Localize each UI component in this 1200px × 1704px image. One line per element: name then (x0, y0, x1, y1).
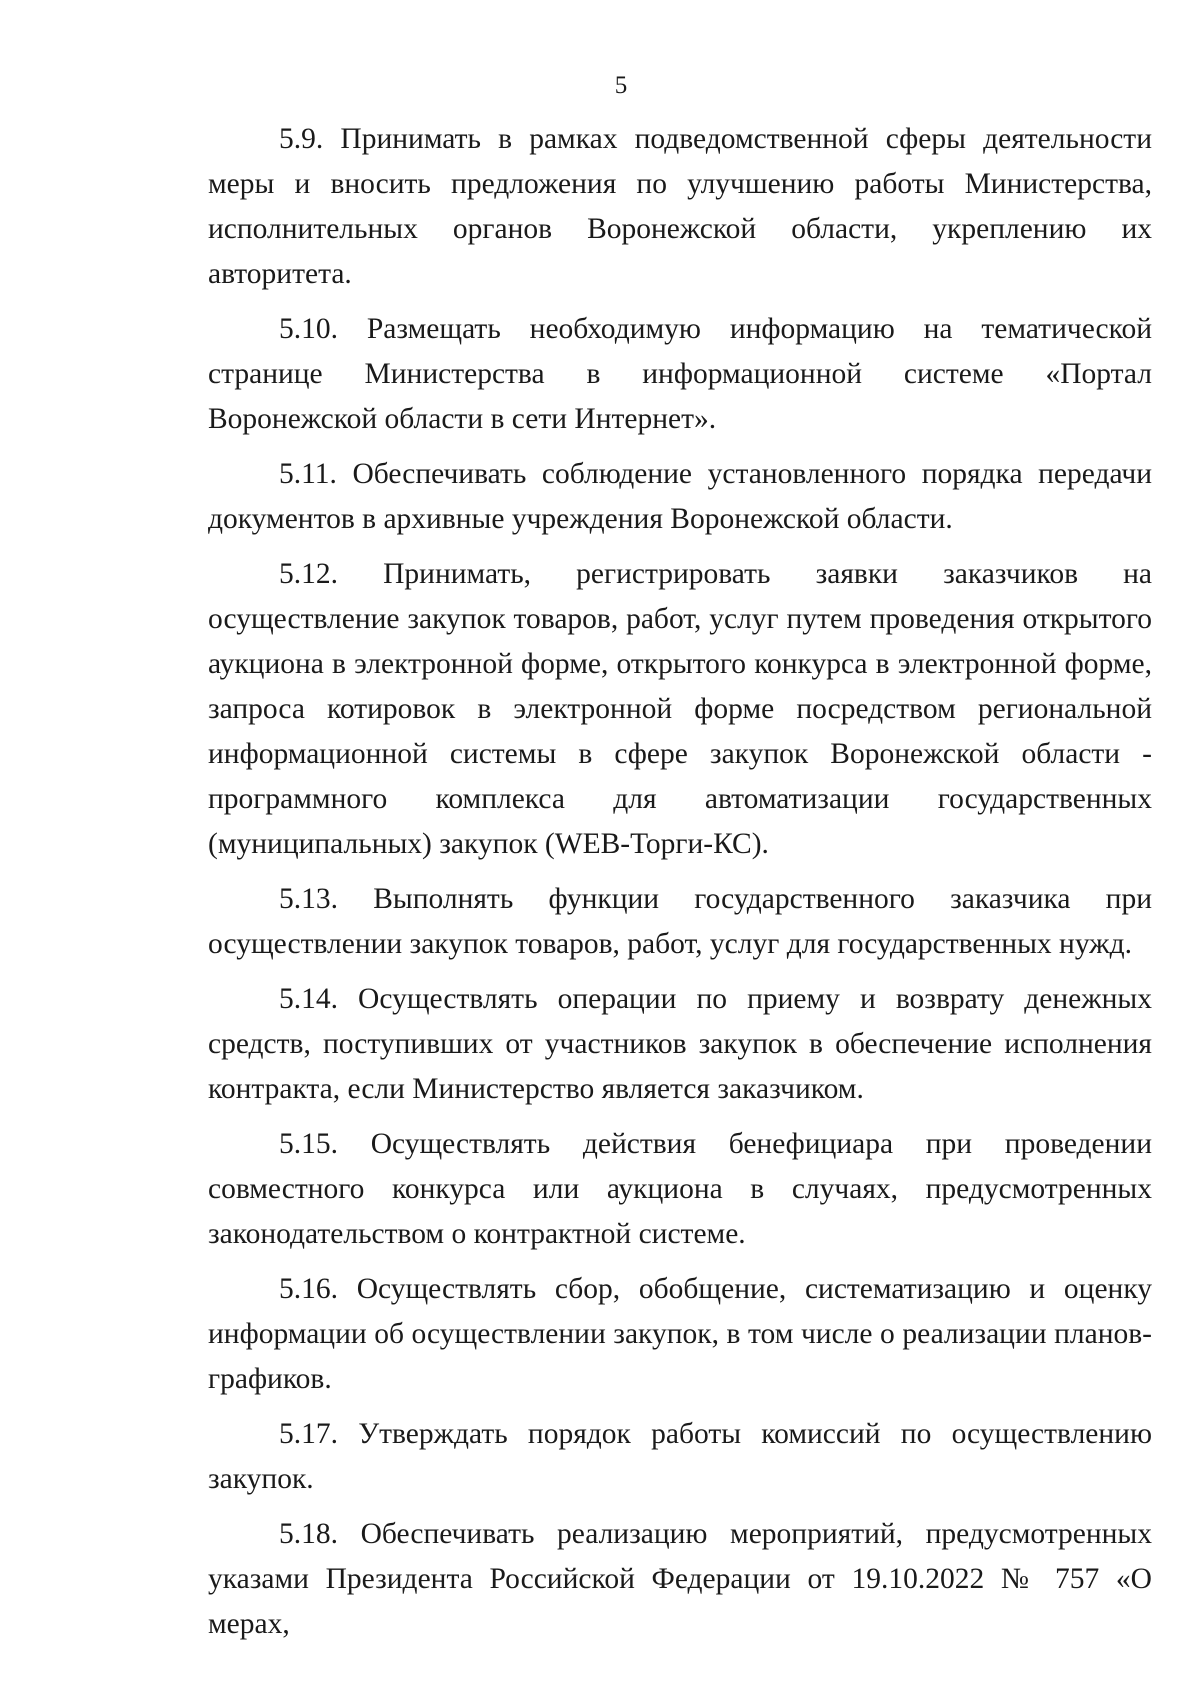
paragraph-5-11: 5.11. Обеспечивать соблюдение установленного порядка передачи документов в архивные учреждения Воронежской области. (208, 458, 1152, 535)
paragraph-5-10: 5.10. Размещать необходимую информацию на тематической странице Министерства в информационной системе «Портал Воронежской области в сети Интернет». (208, 313, 1152, 435)
paragraph-5-15: 5.15. Осуществлять действия бенефициара при проведении совместного конкурса или аукциона в случаях, предусмотренных законодательством о контрактной системе. (208, 1128, 1152, 1250)
paragraph-5-16: 5.16. Осуществлять сбор, обобщение, систематизацию и оценку информации об осуществлении закупок, в том числе о реализации планов-графиков. (208, 1273, 1152, 1395)
page-number: 5 (614, 72, 628, 99)
paragraph-5-14: 5.14. Осуществлять операции по приему и возврату денежных средств, поступивших от участников закупок в обеспечение исполнения контракта, если Министерство является заказчиком. (208, 983, 1152, 1105)
paragraph-5-13: 5.13. Выполнять функции государственного заказчика при осуществлении закупок товаров, работ, услуг для государственных нужд. (208, 883, 1152, 960)
document-body (208, 117, 1152, 1657)
paragraph-5-9: 5.9. Принимать в рамках подведомственной сферы деятельности меры и вносить предложения по улучшению работы Министерства, исполнительных органов Воронежской области, укреплению их авторитета. (208, 123, 1152, 290)
paragraph-5-17: 5.17. Утверждать порядок работы комиссий по осуществлению закупок. (208, 1418, 1152, 1495)
paragraph-5-12: 5.12. Принимать, регистрировать заявки заказчиков на осуществление закупок товаров, работ, услуг путем проведения открытого аукциона в электронной форме, открытого конкурса в электронной форме, запроса котировок в электронной форме посредством региональной информационной системы в сфере закупок Воронежской области - программного комплекса для автоматизации государственных (муниципальных) закупок (WEB-Торги-КС). (208, 558, 1152, 860)
paragraph-5-18: 5.18. Обеспечивать реализацию мероприятий, предусмотренных указами Президента Российской Федерации от 19.10.2022 № 757 «О мерах, (208, 1518, 1152, 1640)
